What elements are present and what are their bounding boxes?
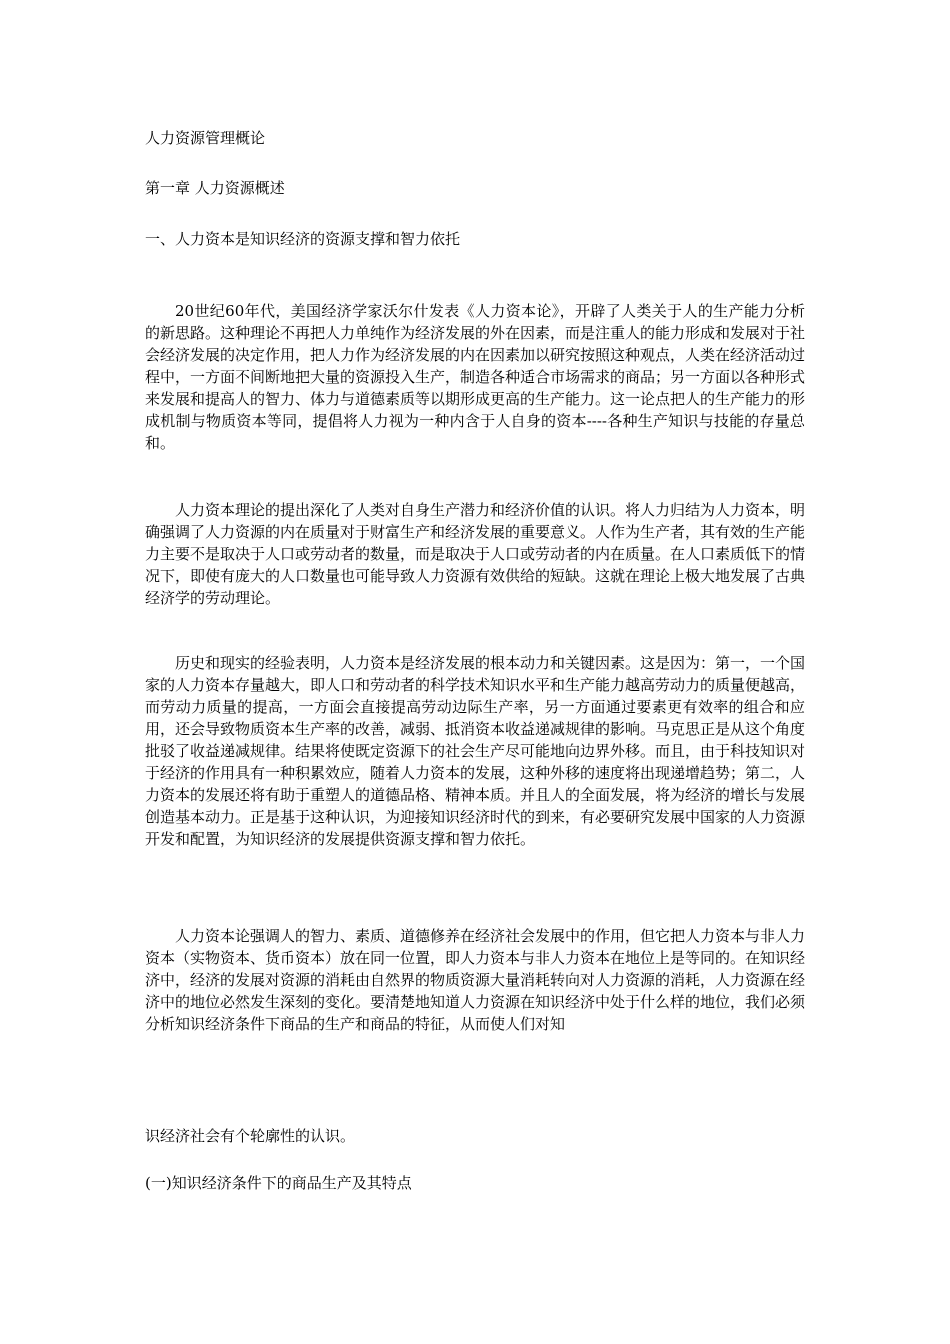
paragraph-1: 20世纪60年代，美国经济学家沃尔什发表《人力资本论》，开辟了人类关于人的生产能力分析的新思路。这种理论不再把人力单纯作为经济发展的外在因素，而是注重人的能力形成和发展对于社会经济发展的决定作用，把人力作为经济发展的内在因素加以研究按照这种观点，人类在经济活动过程中，一方面不间断地把大量的资源投入生产，制造各种适合市场需求的商品；另一方面以各种形式来发展和提高人的智力、体力与道德素质等以期形成更高的生产能力。这一论点把人的生产能力的形成机制与物质资本等同，提倡将人力视为一种内含于人自身的资本----各种生产知识与技能的存量总和。 <box>145 302 806 452</box>
paragraph-3: 历史和现实的经验表明，人力资本是经济发展的根本动力和关键因素。这是因为：第一，一个国家的人力资本存量越大，即人口和劳动者的科学技术知识水平和生产能力越高劳动力的质量便越高，而劳动力质量的提高，一方面会直接提高劳动边际生产率，另一方面通过要素更有效率的组合和应用，还会导致物质资本生产率的改善，减弱、抵消资本收益递减规律的影响。马克思正是从这个角度批驳了收益递减规律。结果将使既定资源下的社会生产尽可能地向边界外移。而且，由于科技知识对于经济的作用具有一种积累效应，随着人力资本的发展，这种外移的速度将出现递增趋势；第二，人力资本的发展还将有助于重塑人的道德品格、精神本质。并且人的全面发展，将为经济的增长与发展创造基本动力。正是基于这种认识，为迎接知识经济时代的到来，有必要研究发展中国家的人力资源开发和配置，为知识经济的发展提供资源支撑和智力依托。 <box>145 654 806 848</box>
chapter-heading: 第一章 人力资源概述 <box>145 179 285 197</box>
subsection-heading: (一)知识经济条件下的商品生产及其特点 <box>145 1174 412 1192</box>
section-heading: 一、人力资本是知识经济的资源支撑和智力依托 <box>145 230 461 248</box>
continuation-text: 识经济社会有个轮廓性的认识。 <box>145 1127 356 1145</box>
paragraph-4: 人力资本论强调人的智力、素质、道德修养在经济社会发展中的作用，但它把人力资本与非人力资本（实物资本、货币资本）放在同一位置，即人力资本与非人力资本在地位上是等同的。在知识经济中，经济的发展对资源的消耗由自然界的物质资源大量消耗转向对人力资源的消耗，人力资源在经济中的地位必然发生深刻的变化。要清楚地知道人力资源在知识经济中处于什么样的地位，我们必须分析知识经济条件下商品的生产和商品的特征，从而使人们对知 <box>145 927 806 1033</box>
document-title: 人力资源管理概论 <box>145 129 266 147</box>
paragraph-2: 人力资本理论的提出深化了人类对自身生产潜力和经济价值的认识。将人力归结为人力资本，明确强调了人力资源的内在质量对于财富生产和经济发展的重要意义。人作为生产者，其有效的生产能力主要不是取决于人口或劳动者的数量，而是取决于人口或劳动者的内在质量。在人口素质低下的情况下，即使有庞大的人口数量也可能导致人力资源有效供给的短缺。这就在理论上极大地发展了古典经济学的劳动理论。 <box>145 501 806 607</box>
